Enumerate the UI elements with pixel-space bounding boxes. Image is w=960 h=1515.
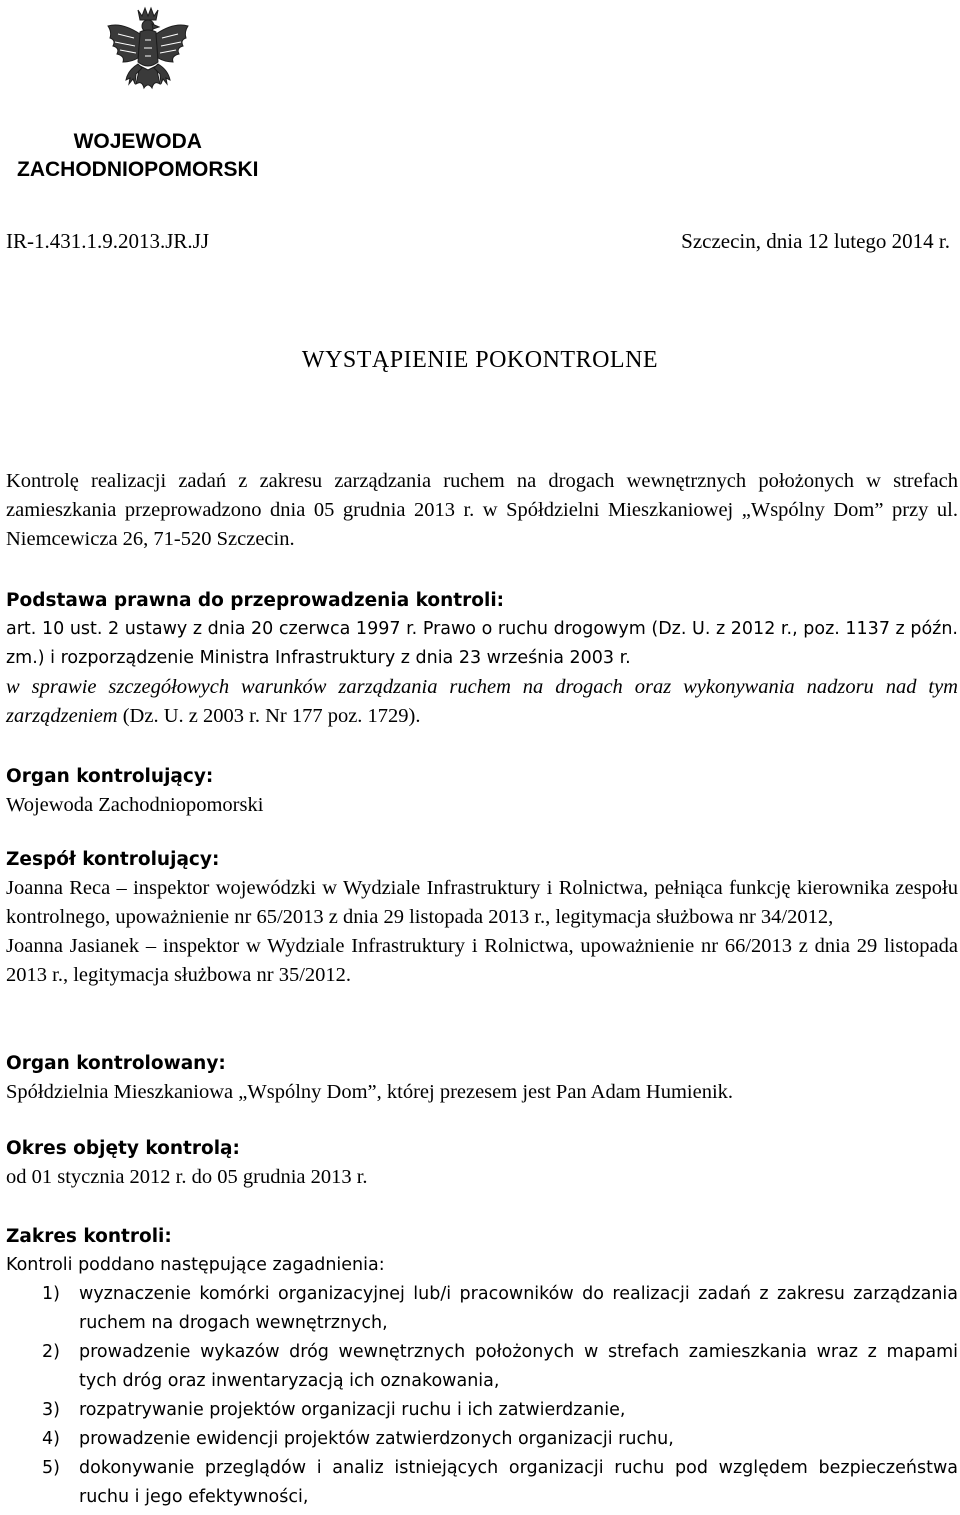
list-item-text: wyznaczenie komórki organizacyjnej lub/i pracowników do realizacji zadań z zakresu zarządzania ruchem na drogach wewnętrznych, xyxy=(79,1284,958,1333)
scope-intro: Kontroli poddano następujące zagadnienia: xyxy=(6,1255,385,1275)
list-item-number: 3) xyxy=(42,1400,60,1420)
list-item-number: 2) xyxy=(42,1342,60,1362)
list-item-text: dokonywanie przeglądów i analiz istniejących organizacji ruchu pod względem bezpieczeństwa ruchu i jego efektywności, xyxy=(79,1458,958,1507)
scope-list xyxy=(6,1280,958,1512)
scope-section xyxy=(6,1222,958,1512)
list-item xyxy=(6,1396,958,1425)
period-value: od 01 stycznia 2012 r. do 05 grudnia 2013 r. xyxy=(6,1166,368,1188)
controlled-body-section xyxy=(6,1049,958,1107)
list-item-text: prowadzenie ewidencji projektów zatwierdzonych organizacji ruchu, xyxy=(79,1429,674,1449)
control-team-member-2: Joanna Jasianek – inspektor w Wydziale Infrastruktury i Rolnictwa, upoważnienie nr 66/2013 z dnia 29 listopada 2013 r., legitymacja służbowa nr 35/2012. xyxy=(6,935,958,986)
legal-basis-heading: Podstawa prawna do przeprowadzenia kontroli: xyxy=(6,590,505,611)
control-team-heading: Zespół kontrolujący: xyxy=(6,849,220,870)
control-team-section xyxy=(6,845,958,990)
controlling-body-section xyxy=(6,762,958,820)
controlling-body-heading: Organ kontrolujący: xyxy=(6,766,214,787)
list-item xyxy=(6,1338,958,1396)
list-item xyxy=(6,1425,958,1454)
authority-line-2: ZACHODNIOPOMORSKI xyxy=(17,158,259,181)
legal-basis-section xyxy=(6,586,958,731)
issuing-authority xyxy=(17,128,259,184)
reference-number: IR-1.431.1.9.2013.JR.JJ xyxy=(6,229,210,253)
regulation-title: w sprawie szczegółowych warunków zarządzania ruchem na drogach oraz wykonywania nadzoru nad tym zarządzeniem xyxy=(6,676,958,727)
list-item xyxy=(6,1454,958,1512)
list-item-number: 1) xyxy=(42,1284,60,1304)
authority-line-1: WOJEWODA xyxy=(73,130,202,153)
list-item-text: prowadzenie wykazów dróg wewnętrznych położonych w strefach zamieszkania wraz z mapami tych dróg oraz inwentaryzacją ich oznakowania, xyxy=(79,1342,958,1391)
legal-basis-text: art. 10 ust. 2 ustawy z dnia 20 czerwca 1997 r. Prawo o ruchu drogowym (Dz. U. z 2012 r., poz. 1137 z późn. zm.) i rozporządzenie Ministra Infrastruktury z dnia 23 września 2003 r. xyxy=(6,619,958,668)
document-title: WYSTĄPIENIE POKONTROLNE xyxy=(301,347,659,373)
eagle-emblem-icon xyxy=(98,4,198,114)
legal-basis-regulation xyxy=(6,673,958,731)
period-section xyxy=(6,1134,958,1192)
list-item-text: rozpatrywanie projektów organizacji ruchu i ich zatwierdzanie, xyxy=(79,1400,626,1420)
place-and-date: Szczecin, dnia 12 lutego 2014 r. xyxy=(681,229,950,253)
scope-heading: Zakres kontroli: xyxy=(6,1226,172,1247)
intro-paragraph xyxy=(6,467,958,554)
controlling-body-value: Wojewoda Zachodniopomorski xyxy=(6,794,264,816)
period-heading: Okres objęty kontrolą: xyxy=(6,1138,240,1159)
list-item-number: 4) xyxy=(42,1429,60,1449)
list-item xyxy=(6,1280,958,1338)
controlled-body-heading: Organ kontrolowany: xyxy=(6,1053,226,1074)
control-team-member-1: Joanna Reca – inspektor wojewódzki w Wydziale Infrastruktury i Rolnictwa, pełniąca funkcję kierownika zespołu kontrolnego, upoważnienie nr 65/2013 z dnia 29 listopada 2013 r., legitymacja służbowa nr 34/2012, xyxy=(6,877,958,928)
controlled-body-value: Spółdzielnia Mieszkaniowa „Wspólny Dom”, której prezesem jest Pan Adam Humienik. xyxy=(6,1081,734,1103)
intro-text: Kontrolę realizacji zadań z zakresu zarządzania ruchem na drogach wewnętrznych położonych w strefach zamieszkania przeprowadzono dnia 05 grudnia 2013 r. w Spółdzielni Mieszkaniowej „Wspólny Dom” przy ul. Niemcewicza 26, 71-520 Szczecin. xyxy=(6,470,958,550)
regulation-reference: (Dz. U. z 2003 r. Nr 177 poz. 1729). xyxy=(117,705,421,727)
list-item-number: 5) xyxy=(42,1458,60,1478)
